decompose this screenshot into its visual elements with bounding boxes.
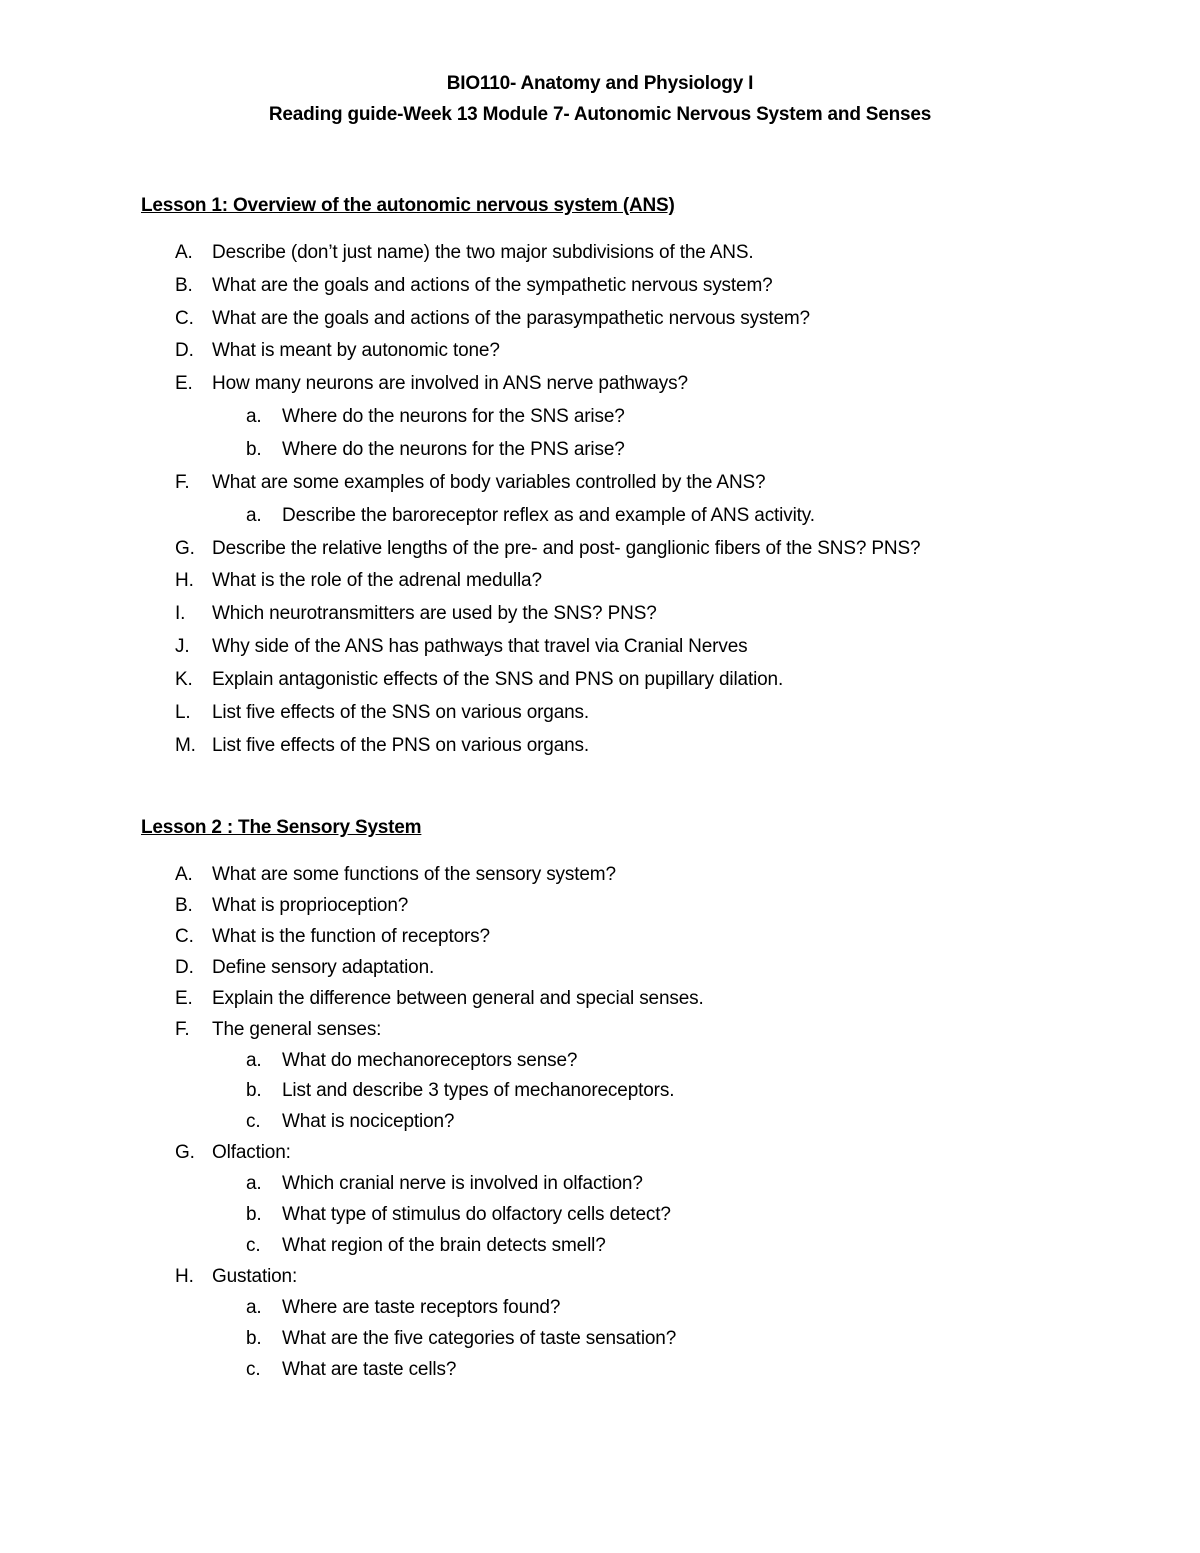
item-marker: J. — [175, 636, 190, 657]
item-text: Olfaction: — [212, 1142, 291, 1163]
item-marker: b. — [246, 439, 262, 460]
item-marker: D. — [175, 340, 194, 361]
item-marker: F. — [175, 472, 190, 493]
item-text: Why side of the ANS has pathways that travel via Cranial Nerves — [212, 636, 748, 657]
item-text: List and describe 3 types of mechanoreceptors. — [282, 1080, 675, 1101]
item-marker: G. — [175, 1142, 195, 1163]
item-marker: K. — [175, 669, 193, 690]
item-marker: B. — [175, 895, 193, 916]
item-text: What is the role of the adrenal medulla? — [212, 570, 542, 591]
item-marker: H. — [175, 570, 194, 591]
item-marker: a. — [246, 505, 262, 526]
item-text: The general senses: — [212, 1019, 382, 1040]
guide-title: Reading guide-Week 13 Module 7- Autonomic Nervous System and Senses — [268, 104, 932, 125]
item-marker: b. — [246, 1080, 262, 1101]
item-text: What region of the brain detects smell? — [282, 1235, 606, 1256]
item-marker: A. — [175, 242, 193, 263]
item-marker: D. — [175, 957, 194, 978]
item-text: Explain the difference between general and special senses. — [212, 988, 704, 1009]
course-title: BIO110- Anatomy and Physiology I — [446, 73, 754, 94]
item-text: What is proprioception? — [212, 895, 409, 916]
item-marker: a. — [246, 1297, 262, 1318]
item-marker: A. — [175, 864, 193, 885]
item-text: Describe the baroreceptor reflex as and example of ANS activity. — [282, 505, 815, 526]
item-marker: b. — [246, 1328, 262, 1349]
item-text: What type of stimulus do olfactory cells detect? — [282, 1204, 671, 1225]
item-text: Where are taste receptors found? — [282, 1297, 561, 1318]
lesson-2-heading: Lesson 2 : The Sensory System — [141, 817, 422, 838]
item-marker: L. — [175, 702, 191, 723]
item-marker: E. — [175, 373, 193, 394]
item-text: How many neurons are involved in ANS nerve pathways? — [212, 373, 688, 394]
item-text: Describe the relative lengths of the pre- and post- ganglionic fibers of the SNS? PNS? — [212, 538, 921, 559]
item-marker: M. — [175, 735, 196, 756]
item-marker: a. — [246, 406, 262, 427]
item-marker: G. — [175, 538, 195, 559]
item-marker: F. — [175, 1019, 190, 1040]
item-marker: I. — [175, 603, 186, 624]
item-marker: c. — [246, 1235, 261, 1256]
item-text: Which cranial nerve is involved in olfaction? — [282, 1173, 643, 1194]
item-text: List five effects of the SNS on various organs. — [212, 702, 590, 723]
lesson-1-heading: Lesson 1: Overview of the autonomic nervous system (ANS) — [141, 195, 675, 216]
item-text: Which neurotransmitters are used by the SNS? PNS? — [212, 603, 657, 624]
item-marker: c. — [246, 1111, 261, 1132]
item-text: What are taste cells? — [282, 1359, 457, 1380]
item-text: What is nociception? — [282, 1111, 455, 1132]
item-text: List five effects of the PNS on various organs. — [212, 735, 590, 756]
item-marker: C. — [175, 926, 194, 947]
item-marker: c. — [246, 1359, 261, 1380]
item-text: Where do the neurons for the SNS arise? — [282, 406, 625, 427]
item-text: What is the function of receptors? — [212, 926, 490, 947]
item-marker: E. — [175, 988, 193, 1009]
item-text: Describe (don’t just name) the two major subdivisions of the ANS. — [212, 242, 754, 263]
item-marker: a. — [246, 1050, 262, 1071]
item-text: Gustation: — [212, 1266, 298, 1287]
item-text: What are some examples of body variables controlled by the ANS? — [212, 472, 766, 493]
item-text: What are some functions of the sensory system? — [212, 864, 616, 885]
item-marker: B. — [175, 275, 193, 296]
item-marker: C. — [175, 308, 194, 329]
item-text: What are the goals and actions of the parasympathetic nervous system? — [212, 308, 810, 329]
item-text: Define sensory adaptation. — [212, 957, 435, 978]
item-marker: H. — [175, 1266, 194, 1287]
item-text: Explain antagonistic effects of the SNS and PNS on pupillary dilation. — [212, 669, 784, 690]
item-text: What are the goals and actions of the sympathetic nervous system? — [212, 275, 773, 296]
item-text: What do mechanoreceptors sense? — [282, 1050, 578, 1071]
item-text: Where do the neurons for the PNS arise? — [282, 439, 625, 460]
item-text: What are the five categories of taste sensation? — [282, 1328, 677, 1349]
item-text: What is meant by autonomic tone? — [212, 340, 500, 361]
item-marker: b. — [246, 1204, 262, 1225]
item-marker: a. — [246, 1173, 262, 1194]
